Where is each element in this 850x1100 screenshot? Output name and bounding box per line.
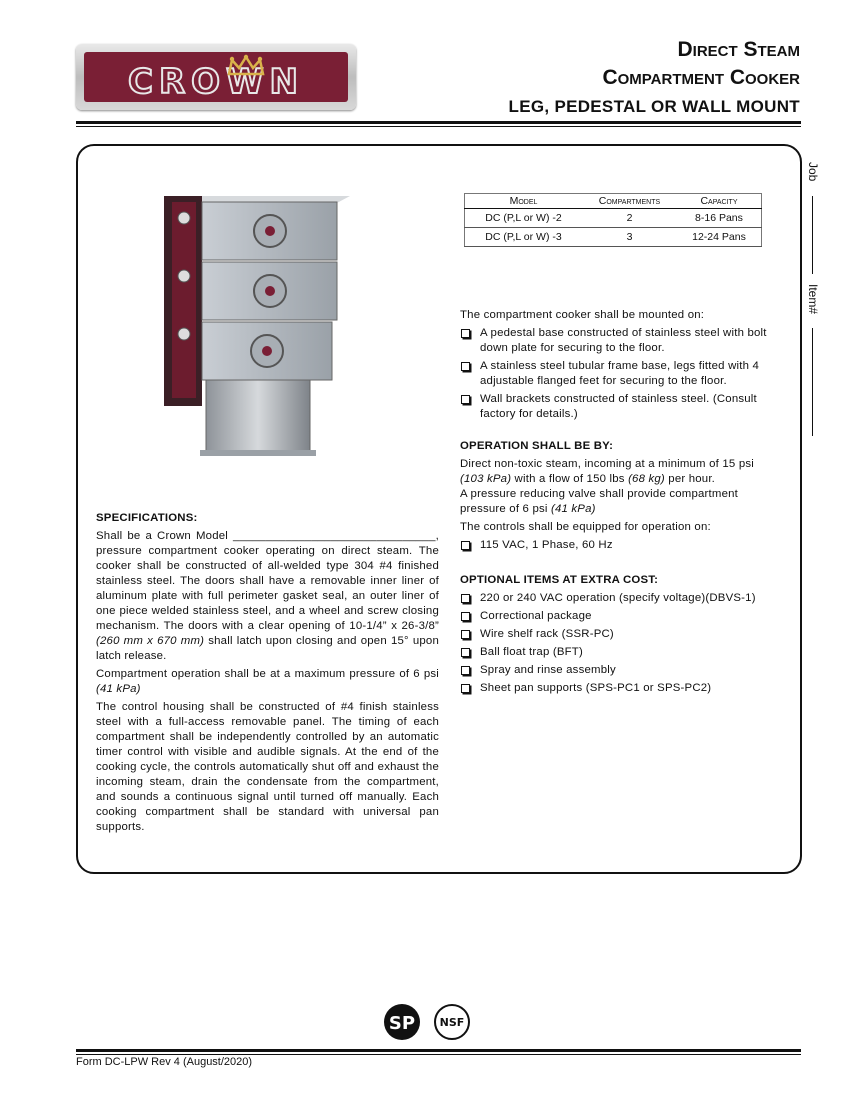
crown-icon [226, 54, 266, 76]
header-rule-thick [76, 121, 801, 124]
title-line2: Compartment Cooker [602, 66, 800, 89]
table-header-row [465, 194, 762, 209]
list-item: 115 VAC, 1 Phase, 60 Hz [460, 538, 780, 553]
list-item: 220 or 240 VAC operation (specify voltage)(DBVS-1) [460, 591, 780, 606]
list-item: Spray and rinse assembly [460, 663, 780, 678]
header-compartments: Compartments [582, 194, 677, 209]
list-item: A pedestal base constructed of stainless steel with bolt down plate for securing to the floor. [460, 326, 780, 356]
checkbox-icon [461, 684, 470, 693]
checkbox-icon [461, 329, 470, 338]
footer-rule-thick [76, 1049, 801, 1052]
item-label: Item# [806, 284, 820, 315]
certification-marks [382, 1000, 472, 1051]
cell-model: DC (P,L or W) -3 [465, 228, 583, 247]
svg-text:SP: SP [388, 1013, 416, 1034]
mounting-list [460, 326, 780, 422]
header-model: Model [465, 194, 583, 209]
checkbox-icon [461, 541, 470, 550]
checkbox-icon [461, 630, 470, 639]
list-item: Correctional package [460, 609, 780, 624]
subtitle: LEG, PEDESTAL OR WALL MOUNT [508, 97, 800, 116]
optional-heading: OPTIONAL ITEMS AT EXTRA COST: [460, 574, 659, 586]
checkbox-icon [461, 648, 470, 657]
header-rule-thin [76, 126, 801, 127]
cell-capacity: 12-24 Pans [677, 228, 762, 247]
specs-p2: Compartment operation shall be at a maximum pressure of 6 psi (41 kPa) [96, 668, 439, 695]
table-row [465, 209, 762, 228]
specs-p3: The control housing shall be constructed of #4 finish stainless steel with a full-access removable panel. The timing of each compartment shall be independently controlled by an automatic timer control with visible and audible signals. At the end of the cooking cycle, the controls automatically shut off and exhaust the incoming steam, drain the condensate from the compartment, and sounds a continuous signal until turned off manually. Each cooking compartment shall be standard with universal pan supports. [96, 701, 439, 833]
list-item: Ball float trap (BFT) [460, 645, 780, 660]
operation-p1: Direct non-toxic steam, incoming at a minimum of 15 psi (103 kPa) with a flow of 150 lbs (68 kg) per hour. [460, 458, 754, 485]
operation-p3: The controls shall be equipped for operation on: [460, 521, 711, 533]
job-line [812, 196, 813, 274]
cooker-product-image [160, 192, 360, 462]
list-item: A stainless steel tubular frame base, legs fitted with 4 adjustable flanged feet for securing to the floor. [460, 359, 780, 389]
specifications [96, 511, 439, 835]
cell-compartments: 3 [582, 228, 677, 247]
csa-logo-icon [382, 1000, 472, 1046]
cell-model: DC (P,L or W) -2 [465, 209, 583, 228]
table-row [465, 228, 762, 247]
crown-logo [76, 44, 356, 110]
checkbox-icon [461, 395, 470, 404]
item-line [812, 328, 813, 436]
job-label: Job [806, 162, 820, 182]
list-item: Wall brackets constructed of stainless steel. (Consult factory for details.) [460, 392, 780, 422]
cell-compartments: 2 [582, 209, 677, 228]
mounting-intro: The compartment cooker shall be mounted on: [460, 309, 705, 321]
footer-rule-thin [76, 1054, 801, 1055]
footer-form-number: Form DC-LPW Rev 4 (August/2020) [76, 1056, 253, 1068]
checkbox-icon [461, 612, 470, 621]
header-capacity: Capacity [677, 194, 762, 209]
list-item: Sheet pan supports (SPS-PC1 or SPS-PC2) [460, 681, 780, 696]
cell-capacity: 8-16 Pans [677, 209, 762, 228]
model-table [464, 193, 762, 247]
operation-list [460, 538, 780, 553]
title-line1: Direct Steam [677, 38, 800, 61]
list-item: Wire shelf rack (SSR-PC) [460, 627, 780, 642]
operation-heading: OPERATION SHALL BE BY: [460, 440, 614, 452]
checkbox-icon [461, 362, 470, 371]
svg-text:NSF: NSF [439, 1016, 465, 1029]
specs-p1: Shall be a Crown Model _______________________________, pressure compartment cooker operating on direct steam. The cooker shall be constructed of all-welded type 304 #4 finished stainless steel. The doors shall have a removable inner liner of aluminum plate with full perimeter gasket seal, an outer liner of one piece welded stainless steel, and a wheel and screw closing mechanism. The doors with a clear opening of 10-1/4” x 26-3/8” (260 mm x 670 mm) shall latch upon closing and open 15° upon latch release. [96, 530, 439, 662]
logo-text: CROWN [128, 62, 304, 102]
operation-p2: A pressure reducing valve shall provide compartment pressure of 6 psi (41 kPa) [460, 488, 739, 515]
right-column [460, 308, 780, 696]
specs-heading: SPECIFICATIONS: [96, 512, 198, 524]
checkbox-icon [461, 594, 470, 603]
checkbox-icon [461, 666, 470, 675]
optional-list [460, 591, 780, 696]
